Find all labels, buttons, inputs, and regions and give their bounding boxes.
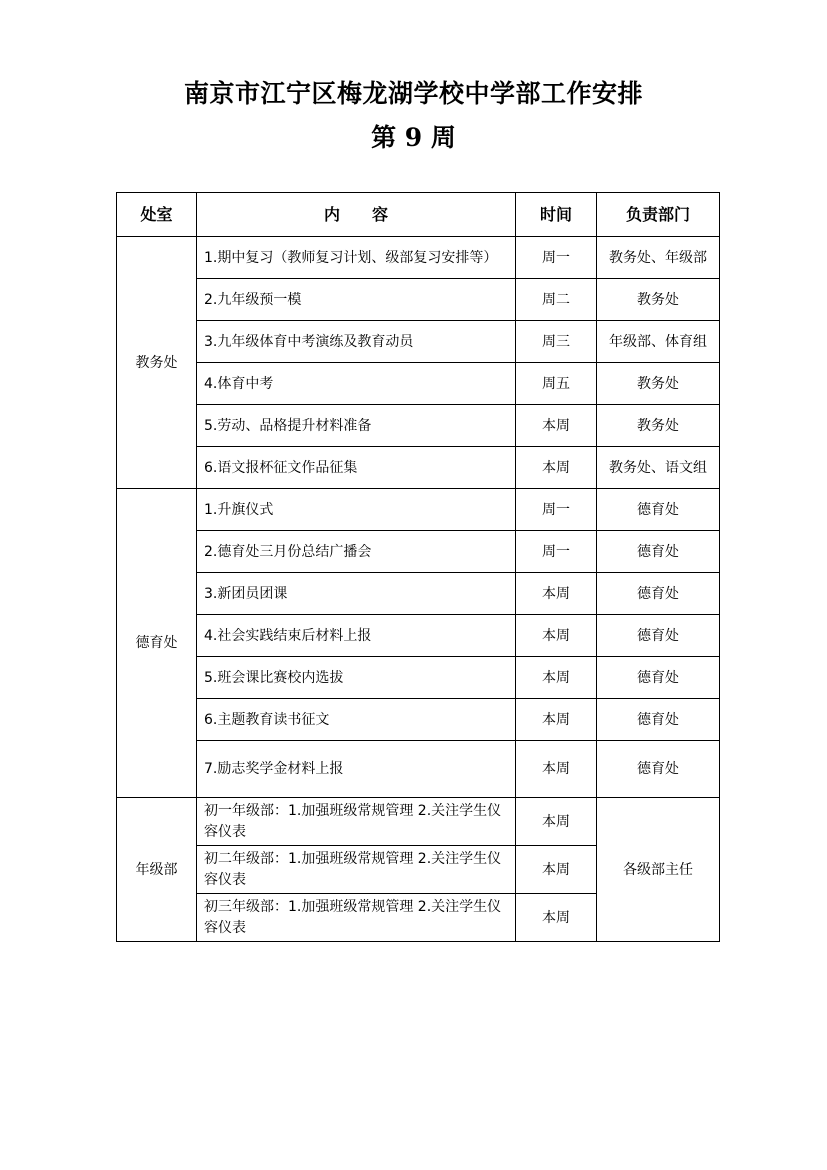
time-cell: 本周 <box>516 615 597 657</box>
table-row <box>117 447 720 489</box>
table-row <box>117 363 720 405</box>
responsible-cell: 德育处 <box>597 657 720 699</box>
responsible-cell: 教务处 <box>597 363 720 405</box>
table-row <box>117 321 720 363</box>
time-cell: 本周 <box>516 447 597 489</box>
time-cell: 周二 <box>516 279 597 321</box>
header-responsible: 负责部门 <box>597 193 720 237</box>
time-cell: 本周 <box>516 894 597 942</box>
content-cell: 7.励志奖学金材料上报 <box>197 741 516 798</box>
content-cell: 3.新团员团课 <box>197 573 516 615</box>
responsible-cell: 德育处 <box>597 489 720 531</box>
content-cell: 2.德育处三月份总结广播会 <box>197 531 516 573</box>
header-dept: 处室 <box>117 193 197 237</box>
time-cell: 本周 <box>516 699 597 741</box>
content-cell: 5.班会课比赛校内选拔 <box>197 657 516 699</box>
time-cell: 周三 <box>516 321 597 363</box>
table-row <box>117 699 720 741</box>
content-cell: 2.九年级预一模 <box>197 279 516 321</box>
content-cell: 4.体育中考 <box>197 363 516 405</box>
table-row <box>117 237 720 279</box>
responsible-cell: 教务处 <box>597 405 720 447</box>
week-subtitle: 第 9 周 <box>371 123 456 152</box>
time-cell: 本周 <box>516 798 597 846</box>
responsible-cell: 年级部、体育组 <box>597 321 720 363</box>
time-cell: 本周 <box>516 741 597 798</box>
responsible-cell: 德育处 <box>597 699 720 741</box>
table-row <box>117 657 720 699</box>
table-header-row <box>117 193 720 237</box>
time-cell: 周一 <box>516 489 597 531</box>
content-cell: 初二年级部：1.加强班级常规管理 2.关注学生仪容仪表 <box>197 846 516 894</box>
time-cell: 本周 <box>516 405 597 447</box>
responsible-cell: 德育处 <box>597 531 720 573</box>
responsible-cell: 教务处、语文组 <box>597 447 720 489</box>
content-cell: 初一年级部：1.加强班级常规管理 2.关注学生仪容仪表 <box>197 798 516 846</box>
dept-cell-moral: 德育处 <box>117 489 197 798</box>
content-cell: 6.主题教育读书征文 <box>197 699 516 741</box>
responsible-cell: 德育处 <box>597 741 720 798</box>
schedule-table <box>116 192 720 942</box>
header-time: 时间 <box>516 193 597 237</box>
content-cell: 5.劳动、品格提升材料准备 <box>197 405 516 447</box>
time-cell: 本周 <box>516 573 597 615</box>
table-row <box>117 573 720 615</box>
table-row <box>117 531 720 573</box>
table-row <box>117 741 720 798</box>
page-title: 南京市江宁区梅龙湖学校中学部工作安排 <box>183 79 643 108</box>
table-row <box>117 798 720 846</box>
table-row <box>117 279 720 321</box>
dept-cell-academic: 教务处 <box>117 237 197 489</box>
responsible-cell: 德育处 <box>597 573 720 615</box>
content-cell: 3.九年级体育中考演练及教育动员 <box>197 321 516 363</box>
time-cell: 周一 <box>516 237 597 279</box>
responsible-cell: 教务处 <box>597 279 720 321</box>
responsible-cell-grade: 各级部主任 <box>597 798 720 942</box>
time-cell: 本周 <box>516 846 597 894</box>
table-row <box>117 405 720 447</box>
time-cell: 周一 <box>516 531 597 573</box>
responsible-cell: 教务处、年级部 <box>597 237 720 279</box>
dept-cell-grade: 年级部 <box>117 798 197 942</box>
header-content: 内 容 <box>197 193 516 237</box>
responsible-cell: 德育处 <box>597 615 720 657</box>
table-row <box>117 615 720 657</box>
table-row <box>117 489 720 531</box>
time-cell: 周五 <box>516 363 597 405</box>
content-cell: 1.期中复习（教师复习计划、级部复习安排等） <box>197 237 516 279</box>
time-cell: 本周 <box>516 657 597 699</box>
content-cell: 1.升旗仪式 <box>197 489 516 531</box>
content-cell: 初三年级部：1.加强班级常规管理 2.关注学生仪容仪表 <box>197 894 516 942</box>
content-cell: 4.社会实践结束后材料上报 <box>197 615 516 657</box>
content-cell: 6.语文报杯征文作品征集 <box>197 447 516 489</box>
